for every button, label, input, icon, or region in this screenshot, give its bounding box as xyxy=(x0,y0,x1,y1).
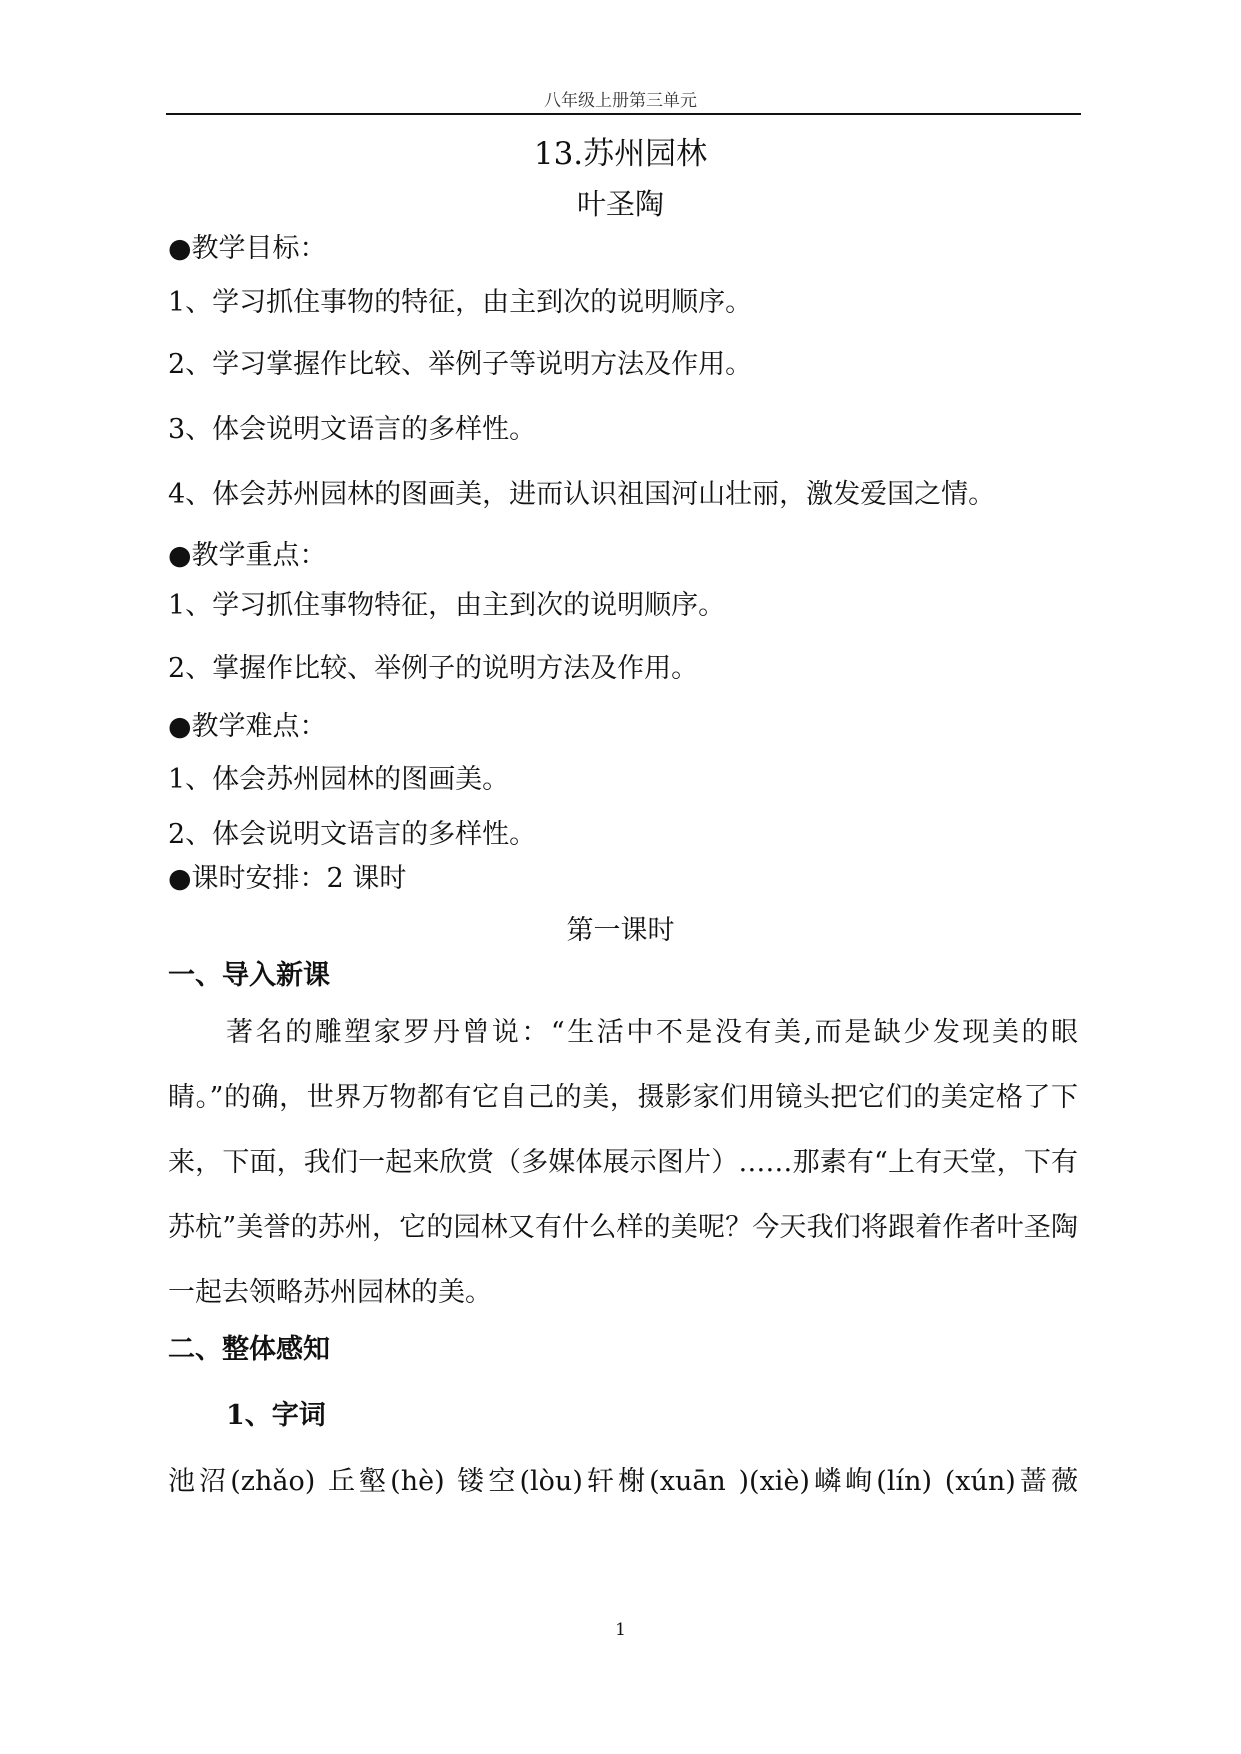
objective-item: 4、体会苏州园林的图画美，进而认识祖国河山壮丽，激发爱国之情。 xyxy=(168,479,996,510)
header-divider xyxy=(166,113,1081,115)
lesson-title: 13.苏州园林 xyxy=(533,136,708,172)
objective-item: 3、体会说明文语言的多样性。 xyxy=(168,414,537,445)
running-header: 八年级上册第三单元 xyxy=(544,91,697,111)
difficulty-item: 2、体会说明文语言的多样性。 xyxy=(168,819,537,850)
subsection-heading-vocab: 1、字词 xyxy=(226,1400,326,1431)
intro-paragraph: 著名的雕塑家罗丹曾说：“生活中不是没有美,而是缺少发现美的眼睛。”的确，世界万物都有它自己的美，摄影家们用镜头把它们的美定格了下来，下面，我们一起来欣赏（多媒体展示图片）……那素有“上有天堂，下有苏杭”美誉的苏州，它的园林又有什么样的美呢？今天我们将跟着作者叶圣陶一起去领略苏州园林的美。 xyxy=(168,1017,1078,1308)
period-title: 第一课时 xyxy=(566,915,675,946)
key-points-heading: ●教学重点： xyxy=(168,540,327,571)
section-heading-intro: 一、导入新课 xyxy=(168,960,330,991)
key-point-item: 1、学习抓住事物特征，由主到次的说明顺序。 xyxy=(168,590,726,621)
objectives-heading: ●教学目标： xyxy=(168,233,327,264)
difficulty-item: 1、体会苏州园林的图画美。 xyxy=(168,764,510,795)
vocabulary-line: 池沼(zhǎo) 丘壑(hè) 镂空(lòu)轩榭(xuān )(xiè)嶙峋(lín) (xún)蔷薇 xyxy=(168,1466,1078,1497)
difficulties-heading: ●教学难点： xyxy=(168,711,327,742)
class-schedule: ●课时安排：2 课时 xyxy=(168,863,407,894)
section-heading-overview: 二、整体感知 xyxy=(168,1334,330,1365)
author-name: 叶圣陶 xyxy=(576,187,664,221)
objective-item: 2、学习掌握作比较、举例子等说明方法及作用。 xyxy=(168,349,753,380)
objective-item: 1、学习抓住事物的特征，由主到次的说明顺序。 xyxy=(168,287,753,318)
page-number: 1 xyxy=(615,1620,626,1640)
key-point-item: 2、掌握作比较、举例子的说明方法及作用。 xyxy=(168,653,699,684)
